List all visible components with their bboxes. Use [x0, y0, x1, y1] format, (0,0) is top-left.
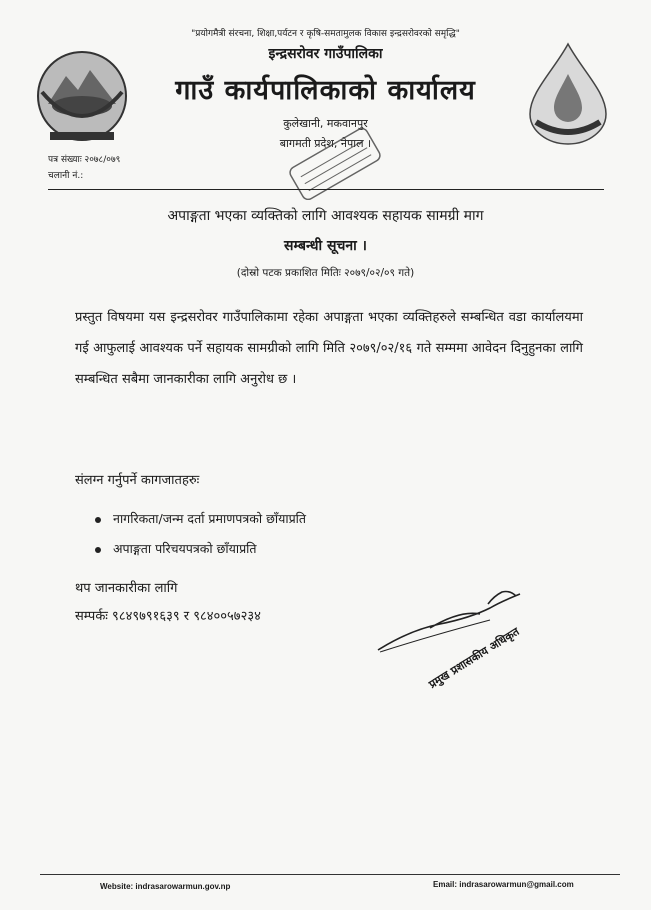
letter-number: पत्र संख्याः २०७८/०७९: [48, 155, 121, 165]
attachment-label: नागरिकता/जन्म दर्ता प्रमाणपत्रको छाँयाप्रति: [113, 511, 307, 526]
attachment-label: अपाङ्गता परिचयपत्रको छाँयाप्रति: [113, 541, 257, 556]
footer-divider: [40, 874, 620, 875]
signatory-title: प्रमुख प्रशासकीय अधिकृत: [426, 624, 522, 692]
bullet-icon: [95, 547, 101, 553]
address-line-1: कुलेखानी, मकवानपुर: [283, 117, 368, 130]
more-info-label: थप जानकारीका लागि: [75, 581, 178, 596]
notice-body: प्रस्तुत विषयमा यस इन्द्रसरोवर गाउँपालिकामा रहेका अपाङ्गता भएका व्यक्तिहरुले सम्बन्धित वडा कार्यालयमा गई आफुलाई आवश्यक पर्ने सहायक सामग्रीको लागि मिति २०७९/०२/१६ गते सम्ममा आवेदन दिनुहुनका लागि सम्बन्धित सबैमा जानकारीका लागि अनुरोध छ ।: [75, 310, 583, 387]
dispatch-number: चलानी नं.:: [48, 171, 84, 181]
bullet-icon: [95, 517, 101, 523]
signature: [370, 580, 540, 660]
header-divider: [48, 189, 604, 190]
attachments-heading: संलग्न गर्नुपर्ने कागजातहरुः: [75, 473, 200, 488]
notice-title: अपाङ्गता भएका व्यक्तिको लागि आवश्यक सहायक सामग्री माग: [167, 208, 484, 224]
motto: "प्रयोगमैत्री संरचना, शिक्षा,पर्यटन र कृषि-समतामुलक विकास इन्द्रसरोवरको समृद्धि": [191, 29, 460, 39]
office-title: गाउँ कार्यपालिकाको कार्यालय: [175, 75, 476, 106]
attachment-item: [95, 540, 257, 557]
footer-email: Email: indrasarowarmun@gmail.com: [433, 880, 574, 889]
municipality-name: इन्द्रसरोवर गाउँपालिका: [268, 46, 383, 62]
attachment-item: [95, 510, 306, 527]
publication-date: (दोस्रो पटक प्रकाशित मितिः २०७९/०२/०९ गते): [236, 267, 415, 279]
address-line-2: बागमती प्रदेश, नेपाल ।: [279, 137, 372, 150]
notice-title-line-2: सम्बन्धी सूचना ।: [284, 238, 367, 254]
footer-website: Website: indrasarowarmun.gov.np: [100, 882, 231, 891]
contact-numbers: सम्पर्कः ९८४९७९१६३९ र ९८४००५७२३४: [75, 609, 261, 624]
